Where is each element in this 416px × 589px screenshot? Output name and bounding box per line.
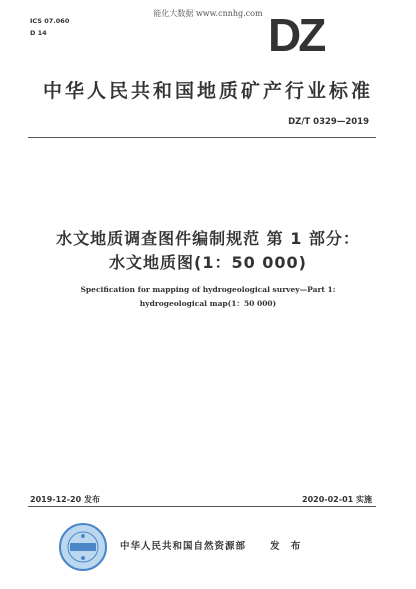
ics-code: ICS 07.060 <box>30 17 70 25</box>
ministry-seal-icon <box>58 522 108 572</box>
seal-center-band <box>70 543 96 551</box>
standard-category-title: 中华人民共和国地质矿产行业标准 <box>42 80 373 102</box>
english-title-line-1: Specification for mapping of hydrogeological survey—Part 1: <box>80 285 336 294</box>
seal-bottom-dot <box>81 556 85 560</box>
top-divider <box>28 137 376 138</box>
standard-number: DZ/T 0329—2019 <box>288 117 369 127</box>
english-title-line-2: hydrogeological map(1：50 000) <box>139 299 277 308</box>
chinese-title-line-1: 水文地质调查图件编制规范 第 1 部分： <box>56 229 360 248</box>
chinese-title-line-2: 水文地质图(1：50 000) <box>109 253 307 272</box>
bottom-divider <box>28 506 376 507</box>
publisher-name: 中华人民共和国自然资源部 <box>120 541 247 552</box>
publish-label: 发 布 <box>270 541 305 552</box>
classification-code: D 14 <box>30 29 47 37</box>
dz-logo: DZ <box>268 9 324 61</box>
seal-top-dot <box>81 534 85 538</box>
implementation-date: 2020-02-01 实施 <box>302 495 372 504</box>
watermark-text: 能化大数据 www.cnnhg.com <box>153 9 263 18</box>
issue-date: 2019-12-20 发布 <box>30 495 100 504</box>
